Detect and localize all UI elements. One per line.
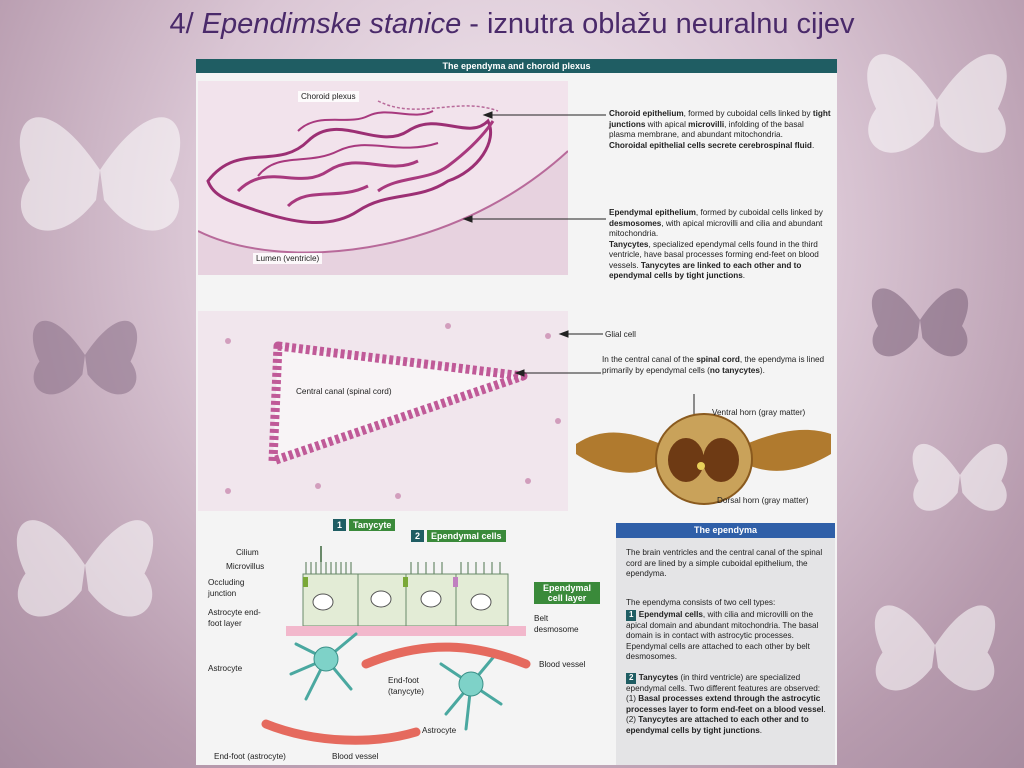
figure-header: The ependyma and choroid plexus xyxy=(196,59,837,73)
choroid-epithelium-note: Choroid epithelium, formed by cuboidal cells linked by tight junctions with apical microvilli, infolding of the basal plasma membrane, and abundant mitochondria. Choroidal epithelial cells secrete cerebrospinal fluid. xyxy=(609,109,831,150)
butterfly-decoration xyxy=(20,280,150,430)
lumen-label: Lumen (ventricle) xyxy=(253,253,322,264)
tanycytes-item: 2 Tanycytes (in third ventricle) are specialized ependymal cells. Two different features are observed: (1) Basal processes extend through the astrocytic processes layer to form end-feet on a blood vessel. (2) Tanycytes are attached to each other and to ependymal cells by tight junctions. xyxy=(626,673,826,735)
ependyma-types-intro: The ependyma consists of two cell types: xyxy=(626,598,776,607)
ependyma-illustration xyxy=(196,514,616,765)
ependymal-epithelium-note: Ependymal epithelium, formed by cuboidal cells linked by desmosomes, with apical microvilli and cilia and abundant mitochondria. Tanycytes, specialized ependymal cells found in the third ventricle, have basal processes forming end-feet on blood vessels. Tanycytes are linked to each other and to ependymal cells by tight junctions. xyxy=(609,208,823,280)
ependymal-cells-tag: Ependymal cells xyxy=(427,530,506,542)
tanycyte-tag: Tanycyte xyxy=(349,519,395,531)
end-foot-tanycyte-label: End-foot (tanycyte) xyxy=(388,676,424,696)
ependyma-intro: The brain ventricles and the central canal of the spinal cord are lined by a simple cuboidal epithelium, the ependyma. xyxy=(626,548,823,578)
butterfly-decoration xyxy=(0,470,170,660)
belt-desmosome-label: Belt desmosome xyxy=(534,614,579,634)
choroid-plexus-label: Choroid plexus xyxy=(298,91,359,102)
butterfly-decoration xyxy=(860,250,980,390)
butterfly-decoration xyxy=(900,410,1020,540)
ependyma-diagram xyxy=(196,514,616,765)
ependymal-cells-item: 1 Ependymal cells, with cilia and microvilli on the apical domain and abundant mitochondria. The basal domain is in contact with astrocytic processes. Ependymal cells are attached to each other by belt desmosomes. xyxy=(626,610,819,661)
ependymal-layer-tag: Ependymal cell layer xyxy=(534,582,600,604)
microvillus-label: Microvillus xyxy=(226,562,265,571)
astrocyte-left-label: Astrocyte xyxy=(208,664,243,673)
ventral-horn-label: Ventral horn (gray matter) xyxy=(712,408,806,417)
blood-vessel-bottom-label: Blood vessel xyxy=(332,752,379,761)
ependymal-cells-number: 2 xyxy=(411,530,424,542)
histology-figure xyxy=(196,59,837,765)
tanycyte-number: 1 xyxy=(333,519,346,531)
spinal-cord-cross-section xyxy=(576,394,831,509)
end-foot-astrocyte-label: End-foot (astrocyte) xyxy=(214,752,286,761)
slide-title-italic: Ependimske stanice xyxy=(201,8,462,40)
astrocyte-bottom-label: Astrocyte xyxy=(422,726,457,735)
dorsal-horn-label: Dorsal horn (gray matter) xyxy=(717,496,809,505)
cilium-label: Cilium xyxy=(236,548,259,557)
occluding-junction-label: Occluding junction xyxy=(208,578,245,598)
astrocyte-layer-label: Astrocyte end-foot layer xyxy=(208,608,261,628)
butterfly-decoration xyxy=(0,60,200,280)
ependyma-box-title: The ependyma xyxy=(616,523,835,538)
butterfly-decoration xyxy=(860,560,1010,730)
ependyma-box xyxy=(616,538,835,765)
central-canal-label: Central canal (spinal cord) xyxy=(296,387,392,396)
blood-vessel-right-label: Blood vessel xyxy=(539,660,586,669)
slide-title: 4/ Ependimske stanice - iznutra oblažu neuralnu cijev xyxy=(169,8,855,40)
central-canal-note: In the central canal of the spinal cord, the ependyma is lined primarily by ependymal cells (no tanycytes). xyxy=(602,355,825,375)
glial-cell-label: Glial cell xyxy=(605,330,636,339)
